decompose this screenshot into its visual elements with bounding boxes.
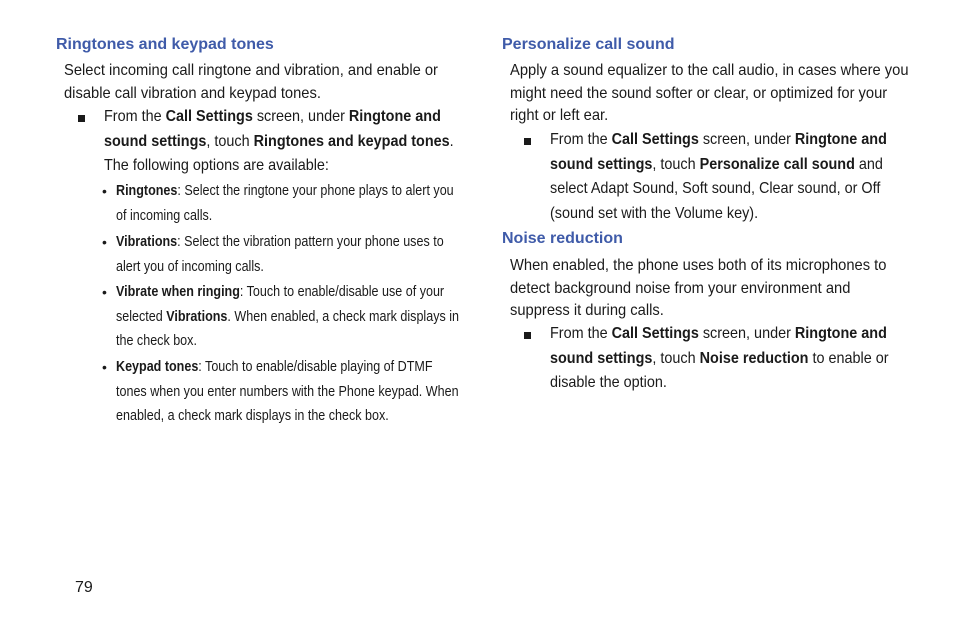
instruction-step: From the Call Settings screen, under Ringtone and sound settings, touch Ringtones and keypad tones. The following options are available: [104,108,454,174]
option-item-ringtones: Ringtones: Select the ringtone your phone plays to alert you of incoming calls. [116,183,454,224]
section-heading-ringtones: Ringtones and keypad tones [56,36,274,53]
page-number: 79 [75,579,93,596]
ui-term: Call Settings [165,108,253,125]
ui-term: Ringtone and sound settings [550,325,887,367]
ui-term: Call Settings [611,131,699,148]
square-bullet-icon [524,332,531,339]
section-heading-personalize-call-sound: Personalize call sound [502,36,675,53]
bullet-dot-icon: • [102,234,107,250]
bullet-dot-icon: • [102,359,107,375]
section-intro: When enabled, the phone uses both of its microphones to detect background noise from your environment and suppress it during calls. [510,257,887,319]
ui-term: Noise reduction [699,349,809,367]
option-item-vibrate-when-ringing: Vibrate when ringing: Touch to enable/disable use of your selected Vibrations. When enabled, a check mark displays in the check box. [116,284,460,349]
option-item-vibrations: Vibrations: Select the vibration pattern your phone uses to alert you of incoming calls. [116,234,444,275]
ui-term: Ringtone and sound settings [550,131,887,173]
ui-term: Ringtones and keypad tones [253,132,450,150]
section-intro: Apply a sound equalizer to the call audio, in cases where you might need the sound softer or clear, or optimized for your right or left ear. [510,62,909,124]
bullet-dot-icon: • [102,284,107,300]
bullet-dot-icon: • [102,183,107,199]
option-item-keypad-tones: Keypad tones: Touch to enable/disable playing of DTMF tones when you enter numbers with the Phone keypad. When enabled, a check mark displays in the check box. [116,359,459,424]
ui-term: Call Settings [611,325,699,342]
instruction-step: From the Call Settings screen, under Ringtone and sound settings, touch Noise reduction to enable or disable the option. [550,325,889,391]
ui-term: Personalize call sound [699,155,855,173]
square-bullet-icon [524,138,531,145]
section-intro: Select incoming call ringtone and vibration, and enable or disable call vibration and keypad tones. [64,62,438,102]
instruction-step: From the Call Settings screen, under Ringtone and sound settings, touch Personalize call sound and select Adapt Sound, Soft sound, Clear sound, or Off (sound set with the Volume key). [550,131,887,222]
section-heading-noise-reduction: Noise reduction [502,230,623,247]
square-bullet-icon [78,115,85,122]
ui-term: Ringtone and sound settings [104,108,441,150]
